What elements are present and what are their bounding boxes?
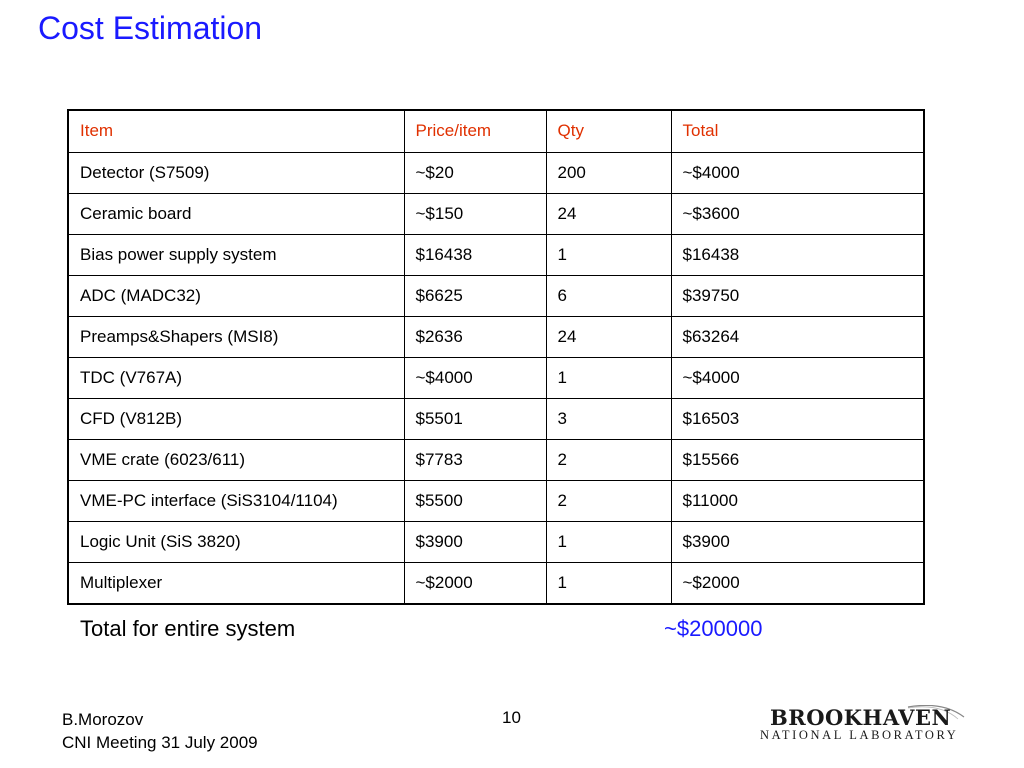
cell-price: ~$150 — [404, 193, 546, 234]
slide-title: Cost Estimation — [38, 10, 263, 46]
cell-total: $16438 — [671, 234, 924, 275]
cell-item: TDC (V767A) — [68, 357, 404, 398]
cell-price: $3900 — [404, 521, 546, 562]
table-row — [68, 152, 924, 193]
cell-item: Multiplexer — [68, 562, 404, 604]
cell-qty: 24 — [546, 316, 671, 357]
table-row — [68, 398, 924, 439]
header-qty: Qty — [546, 110, 671, 152]
cell-item: Preamps&Shapers (MSI8) — [68, 316, 404, 357]
footer-event: CNI Meeting 31 July 2009 — [62, 733, 258, 752]
cell-total: ~$4000 — [671, 152, 924, 193]
table-row — [68, 521, 924, 562]
cell-price: $7783 — [404, 439, 546, 480]
cell-qty: 2 — [546, 480, 671, 521]
cell-item: Logic Unit (SiS 3820) — [68, 521, 404, 562]
page-number: 10 — [502, 708, 521, 727]
cell-total: $39750 — [671, 275, 924, 316]
cell-total: $11000 — [671, 480, 924, 521]
logo-name-bottom: NATIONAL LABORATORY — [760, 728, 959, 742]
cell-price: ~$20 — [404, 152, 546, 193]
cost-table — [67, 109, 925, 605]
footer-author-name: B.Morozov — [62, 710, 144, 729]
cell-item: Bias power supply system — [68, 234, 404, 275]
total-value: ~$200000 — [664, 616, 763, 641]
cell-qty: 3 — [546, 398, 671, 439]
cell-price: $5501 — [404, 398, 546, 439]
cell-price: $16438 — [404, 234, 546, 275]
cell-item: Detector (S7509) — [68, 152, 404, 193]
cell-qty: 1 — [546, 562, 671, 604]
table-row — [68, 439, 924, 480]
cell-qty: 1 — [546, 521, 671, 562]
table-header-row — [68, 110, 924, 152]
table-row — [68, 480, 924, 521]
cell-item: Ceramic board — [68, 193, 404, 234]
total-label: Total for entire system — [80, 616, 296, 641]
table-row — [68, 357, 924, 398]
cell-price: $2636 — [404, 316, 546, 357]
table-row — [68, 234, 924, 275]
footer-credit — [62, 708, 258, 754]
cell-item: CFD (V812B) — [68, 398, 404, 439]
cell-item: VME crate (6023/611) — [68, 439, 404, 480]
cell-price: $6625 — [404, 275, 546, 316]
cell-qty: 2 — [546, 439, 671, 480]
header-total: Total — [671, 110, 924, 152]
header-item: Item — [68, 110, 404, 152]
cell-price: ~$4000 — [404, 357, 546, 398]
table-row — [68, 316, 924, 357]
cell-total: $16503 — [671, 398, 924, 439]
cell-item: VME-PC interface (SiS3104/1104) — [68, 480, 404, 521]
cell-qty: 1 — [546, 234, 671, 275]
cell-item: ADC (MADC32) — [68, 275, 404, 316]
cell-total: ~$2000 — [671, 562, 924, 604]
table-row — [68, 275, 924, 316]
cell-price: $5500 — [404, 480, 546, 521]
cell-total: ~$4000 — [671, 357, 924, 398]
cell-qty: 1 — [546, 357, 671, 398]
cell-qty: 6 — [546, 275, 671, 316]
cell-total: ~$3600 — [671, 193, 924, 234]
cell-qty: 200 — [546, 152, 671, 193]
cell-total: $3900 — [671, 521, 924, 562]
cell-total: $15566 — [671, 439, 924, 480]
header-price-per-item: Price/item — [404, 110, 546, 152]
cell-qty: 24 — [546, 193, 671, 234]
brookhaven-logo — [758, 705, 968, 750]
cell-price: ~$2000 — [404, 562, 546, 604]
logo-name-top: BROOKHAVEN — [770, 705, 952, 730]
table-row — [68, 562, 924, 604]
cell-total: $63264 — [671, 316, 924, 357]
table-row — [68, 193, 924, 234]
